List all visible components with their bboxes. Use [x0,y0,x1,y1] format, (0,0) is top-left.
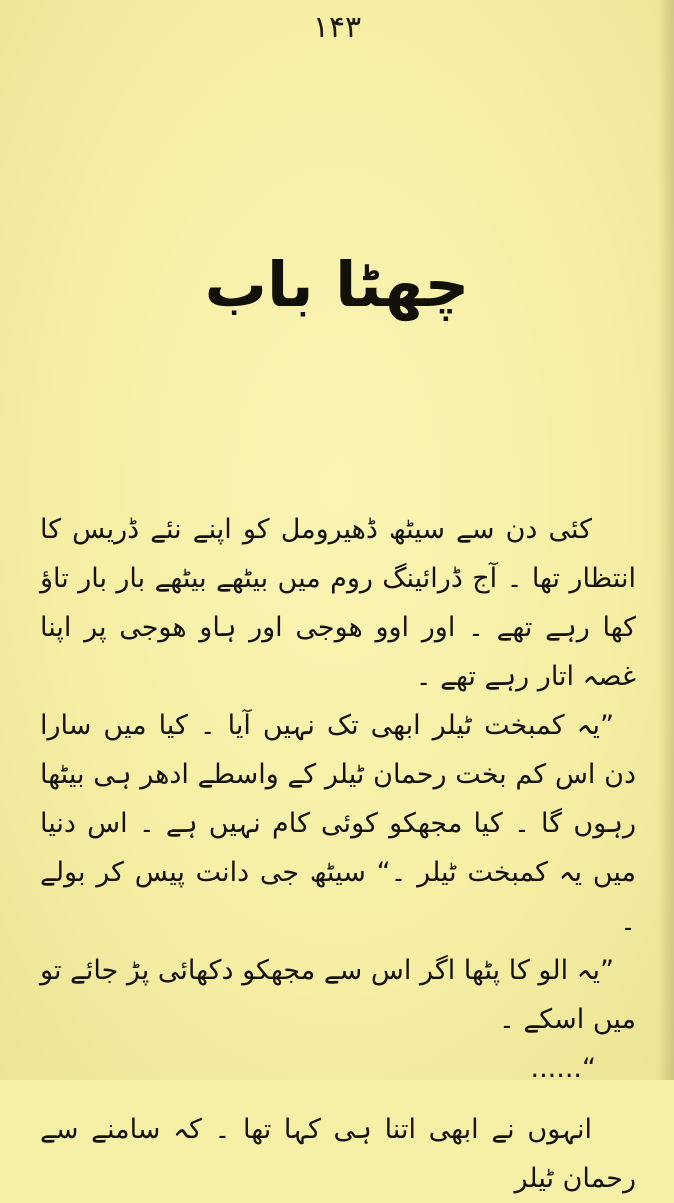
paragraph: کئی دن سے سیٹھ ڈھیرومل کو اپنے نئے ڈریس کا انتظار تھا ۔ آج ڈرائینگ روم میں بیٹھے بیٹھے بار بار تاؤ کھا رہے تھے ۔ اور اوو ھوجی اور ہاو ھوجی پر اپنا غصہ اتار رہے تھے ۔ [40,514,636,692]
page-edge-shadow [658,0,674,1080]
page-number: ۱۴۳ [312,10,362,45]
chapter-title: چھٹا باب [204,248,470,321]
paragraph: انہوں نے ابھی اتنا ہی کہا تھا ۔ کہ سامنے سے رحمان ٹیلر [40,1114,636,1194]
paragraph: ”یہ کمبخت ٹیلر ابھی تک نہیں آیا ۔ کیا میں سارا دن اس کم بخت رحمان ٹیلر کے واسطے ادھر ہی بیٹھا رہوں گا ۔ کیا مجھکو کوئی کام نہیں ہے ۔ اس دنیا میں یہ کمبخت ٹیلر ۔“ سیٹھ جی دانت پیس کر بولے ۔ [40,710,636,937]
ellipsis-line: “...... [530,1053,596,1084]
body-text [40,505,636,1203]
paragraph: ”یہ الو کا پٹھا اگر اس سے مجھکو دکھائی پڑ جائے تو میں اسکے ۔ [40,955,636,1035]
